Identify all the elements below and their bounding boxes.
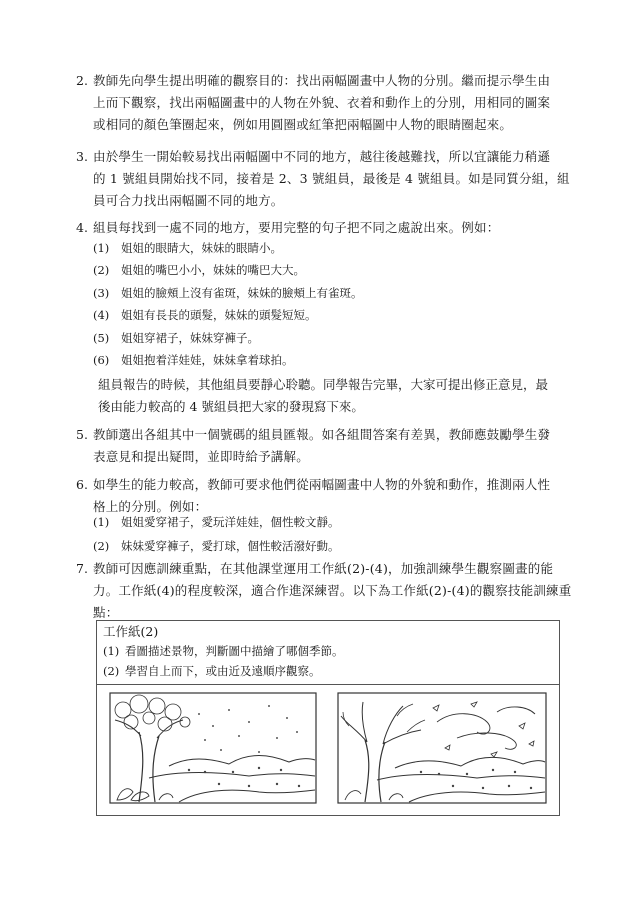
worksheet-point: (1) 看圖描述景物，判斷圖中描繪了哪個季節。 bbox=[103, 644, 344, 658]
text-line: 如學生的能力較高，教師可要求他們從兩幅圖畫中人物的外貌和動作，推測兩人性 bbox=[93, 477, 551, 492]
item-number: 4. bbox=[76, 220, 88, 235]
text-line: 組員每找到一處不同的地方，要用完整的句子把不同之處說出來。例如： bbox=[93, 220, 500, 235]
item-text bbox=[93, 424, 566, 468]
report-note-line: 後由能力較高的 4 號組員把大家的發現寫下來。 bbox=[98, 399, 364, 414]
example-item: (2) 姐姐的嘴巴小小，妹妹的嘴巴大大。 bbox=[93, 263, 305, 277]
scene-illustration-left bbox=[109, 692, 317, 804]
text-line: 教師可因應訓練重點，在其他課堂運用工作紙(2)-(4)，加強訓練學生觀察圖畫的能 bbox=[93, 561, 554, 576]
item-number: 3. bbox=[76, 149, 88, 164]
scene-illustration-right bbox=[337, 692, 547, 804]
text-line: 格上的分別。例如： bbox=[93, 499, 208, 514]
worksheet-header bbox=[97, 621, 559, 685]
item-text bbox=[93, 146, 570, 212]
text-line: 由於學生一開始較易找出兩幅圖中不同的地方，越往後越難找，所以宜讓能力稍遜 bbox=[93, 149, 551, 164]
example-item: (3) 姐姐的臉頰上沒有雀斑，妹妹的臉頰上有雀斑。 bbox=[93, 286, 363, 300]
example-item: (1) 姐姐的眼睛大，妹妹的眼睛小。 bbox=[93, 241, 282, 255]
text-line: 教師先向學生提出明確的觀察目的：找出兩幅圖畫中人物的分別。繼而提示學生由 bbox=[93, 73, 551, 88]
example-item: (6) 姐姐抱着洋娃娃，妹妹拿着球拍。 bbox=[93, 353, 294, 367]
item-text bbox=[93, 217, 566, 239]
item-number: 7. bbox=[76, 561, 88, 576]
item-text bbox=[93, 558, 572, 624]
item-number: 2. bbox=[76, 73, 88, 88]
item-text bbox=[93, 70, 566, 136]
report-note-line: 組員報告的時候，其他組員要靜心聆聽。同學報告完畢，大家可提出修正意見，最 bbox=[98, 377, 549, 392]
example-item: (4) 姐姐有長長的頭髮，妹妹的頭髮短短。 bbox=[93, 308, 317, 322]
worksheet-box bbox=[96, 620, 560, 816]
text-line: 點： bbox=[93, 605, 119, 620]
text-line: 或相同的顏色筆圈起來，例如用圓圈或紅筆把兩幅圖中人物的眼睛圈起來。 bbox=[93, 117, 513, 132]
example-item: (1) 姐姐愛穿裙子，愛玩洋娃娃，個性較文靜。 bbox=[93, 515, 340, 529]
example-item: (5) 姐姐穿裙子，妹妹穿褲子。 bbox=[93, 331, 259, 345]
worksheet-point: (2) 學習自上而下，或由近及遠順序觀察。 bbox=[103, 664, 321, 678]
text-line: 上而下觀察，找出兩幅圖畫中的人物在外貌、衣着和動作上的分別，用相同的圖案 bbox=[93, 95, 551, 110]
text-line: 教師選出各組其中一個號碼的組員匯報。如各組間答案有差異，教師應鼓勵學生發 bbox=[93, 427, 551, 442]
item-number: 5. bbox=[76, 427, 88, 442]
example-item: (2) 妹妹愛穿褲子，愛打球，個性較活潑好動。 bbox=[93, 539, 340, 553]
text-line: 表意見和提出疑問，並即時給予講解。 bbox=[93, 449, 309, 464]
text-line: 員可合力找出兩幅圖不同的地方。 bbox=[93, 193, 284, 208]
worksheet-title: 工作紙(2) bbox=[103, 624, 159, 639]
text-line: 力。工作紙(4)的程度較深，適合作進深練習。以下為工作紙(2)-(4)的觀察技能訓練重 bbox=[93, 583, 572, 598]
item-number: 6. bbox=[76, 477, 88, 492]
text-line: 的 1 號組員開始找不同，接着是 2、3 號組員，最後是 4 號組員。如是同質分組，組 bbox=[93, 171, 570, 186]
